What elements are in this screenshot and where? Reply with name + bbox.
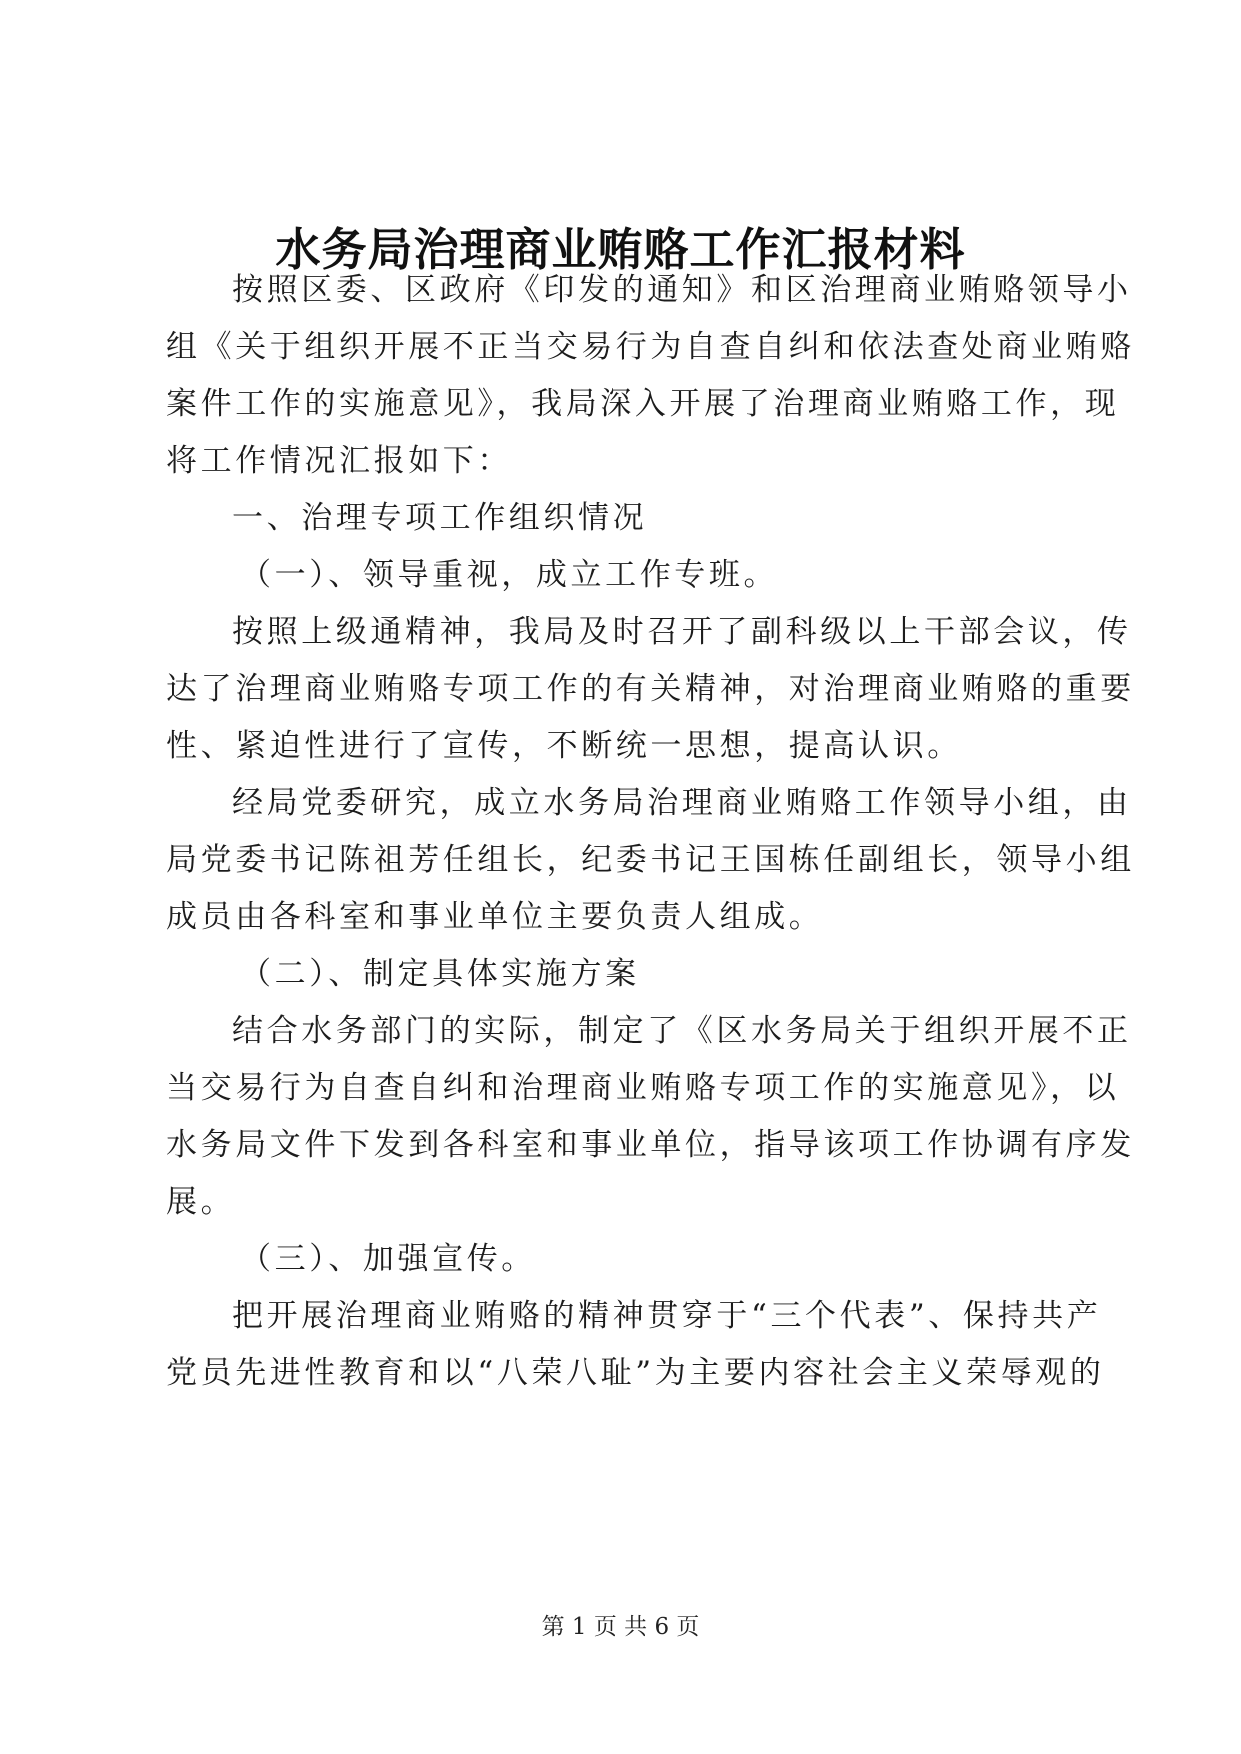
paragraph-line: 局党委书记陈祖芳任组长，纪委书记王国栋任副组长，领导小组 [166, 842, 1135, 878]
subsection-heading: （三）、加强宣传。 [240, 1241, 536, 1277]
paragraph-line: 按照上级通精神，我局及时召开了副科级以上干部会议，传 [232, 614, 1132, 650]
subsection-heading: （二）、制定具体实施方案 [240, 956, 640, 992]
paragraph-line: 水务局文件下发到各科室和事业单位，指导该项工作协调有序发 [166, 1127, 1135, 1163]
paragraph-line: 结合水务部门的实际，制定了《区水务局关于组织开展不正 [232, 1013, 1132, 1049]
paragraph-line: 达了治理商业贿赂专项工作的有关精神，对治理商业贿赂的重要 [166, 671, 1135, 707]
paragraph-line: 当交易行为自查自纠和治理商业贿赂专项工作的实施意见》，以 [166, 1070, 1120, 1106]
paragraph-line: 成员由各科室和事业单位主要负责人组成。 [166, 899, 824, 935]
paragraph-line: 把开展治理商业贿赂的精神贯穿于“三个代表”、保持共产 [232, 1298, 1102, 1334]
paragraph-line: 组《关于组织开展不正当交易行为自查自纠和依法查处商业贿赂 [166, 329, 1135, 365]
paragraph-line: 按照区委、区政府《印发的通知》和区治理商业贿赂领导小 [232, 272, 1132, 308]
document-title: 水务局治理商业贿赂工作汇报材料 [275, 223, 966, 276]
page-footer: 第 1 页 共 6 页 [541, 1614, 700, 1640]
paragraph-line: 党员先进性教育和以“八荣八耻”为主要内容社会主义荣辱观的 [166, 1355, 1105, 1391]
paragraph-line: 将工作情况汇报如下： [166, 443, 512, 479]
paragraph-line: 性、紧迫性进行了宣传，不断统一思想，提高认识。 [166, 728, 962, 764]
section-heading: 一、治理专项工作组织情况 [232, 500, 648, 536]
paragraph-line: 展。 [166, 1184, 236, 1220]
subsection-heading: （一）、领导重视，成立工作专班。 [240, 557, 779, 593]
paragraph-line: 经局党委研究，成立水务局治理商业贿赂工作领导小组，由 [232, 785, 1132, 821]
paragraph-line: 案件工作的实施意见》，我局深入开展了治理商业贿赂工作，现 [166, 386, 1120, 422]
